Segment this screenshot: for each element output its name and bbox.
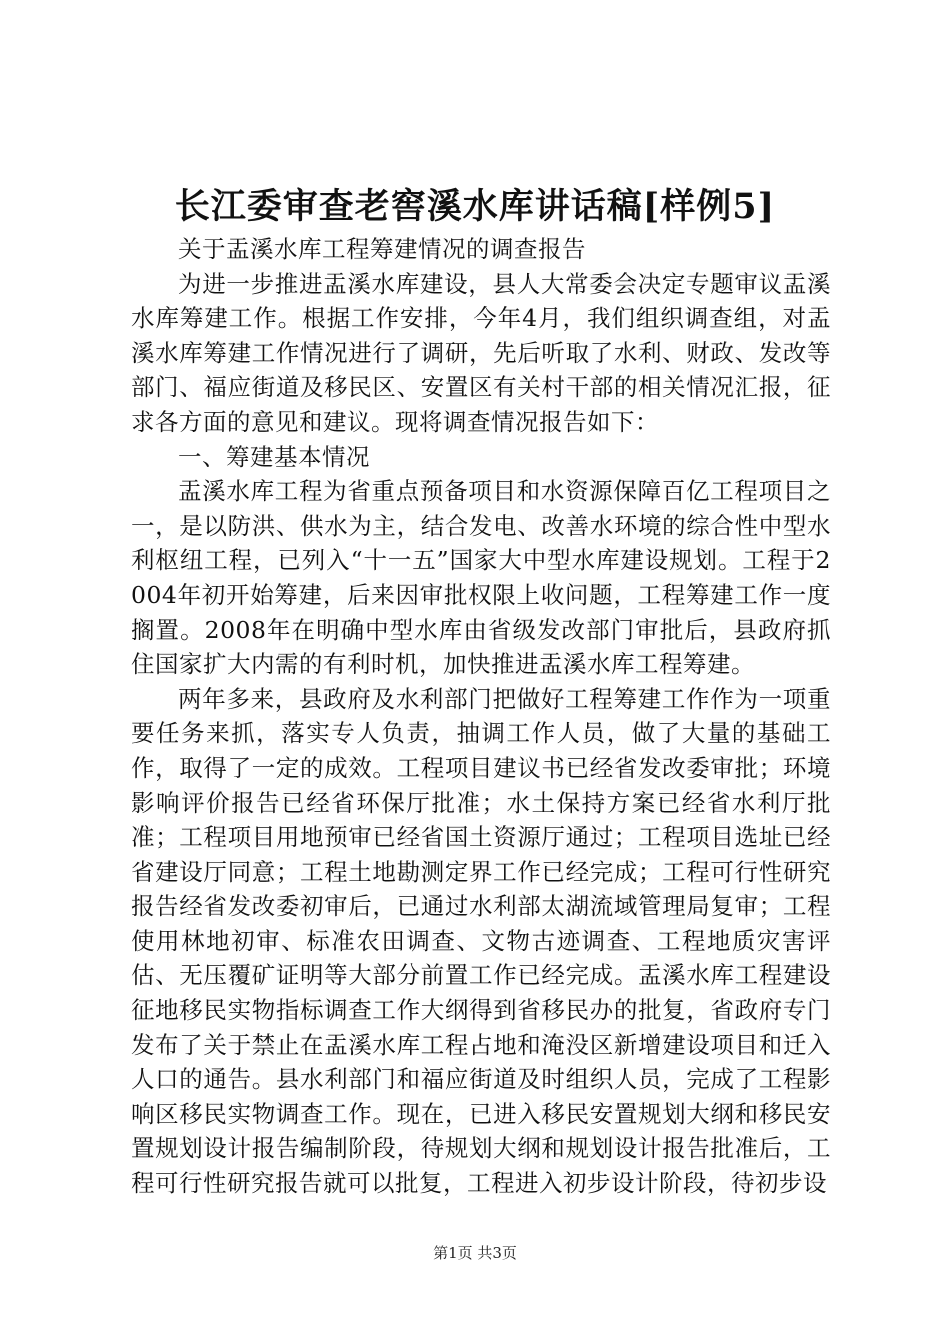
section-heading: 一、筹建基本情况 — [178, 442, 370, 471]
body-paragraph: 盂溪水库工程为省重点预备项目和水资源保障百亿工程项目之一，是以防洪、供水为主，结合发电、改善水环境的综合性中型水利枢纽工程，已列入“十一五”国家大中型水库建设规划。工程于2004年初开始筹建，后来因审批权限上收问题，工程筹建工作一度搁置。2008年在明确中型水库由省级发改部门审批后，县政府抓住国家扩大内需的有利时机，加快推进盂溪水库工程筹建。 — [131, 477, 831, 679]
document-title: 长江委审查老窖溪水库讲话稿[样例5] — [174, 186, 776, 227]
body-paragraph: 两年多来，县政府及水利部门把做好工程筹建工作作为一项重要任务来抓，落实专人负责，抽调工作人员，做了大量的基础工作，取得了一定的成效。工程项目建议书已经省发改委审批；环境影响评价报告已经省环保厅批准；水土保持方案已经省水利厅批准；工程项目用地预审已经省国土资源厅通过；工程项目选址已经省建设厅同意；工程土地勘测定界工作已经完成；工程可行性研究报告经省发改委初审后，已通过水利部太湖流域管理局复审；工程使用林地初审、标准农田调查、文物古迹调查、工程地质灾害评估、无压覆矿证明等大部分前置工作已经完成。盂溪水库工程建设征地移民实物指标调查工作大纲得到省移民办的批复，省政府专门发布了关于禁止在盂溪水库工程占地和淹没区新增建设项目和迁入人口的通告。县水利部门和福应街道及时组织人员，完成了工程影响区移民实物调查工作。现在，已进入移民安置规划大纲和移民安置规划设计报告编制阶段，待规划大纲和规划设计报告批准后，工程可行性研究报告就可以批复，工程进入初步设计阶段，待初步设 — [131, 684, 831, 1198]
document-body — [131, 232, 831, 1201]
page-number-footer: 第1页 共3页 — [433, 1244, 517, 1262]
intro-paragraph: 为进一步推进盂溪水库建设，县人大常委会决定专题审议盂溪水库筹建工作。根据工作安排，今年4月，我们组织调查组，对盂溪水库筹建工作情况进行了调研，先后听取了水利、财政、发改等部门、福应街道及移民区、安置区有关村干部的相关情况汇报，征求各方面的意见和建议。现将调查情况报告如下： — [131, 269, 831, 436]
report-subtitle-paragraph: 关于盂溪水库工程筹建情况的调查报告 — [178, 235, 586, 263]
